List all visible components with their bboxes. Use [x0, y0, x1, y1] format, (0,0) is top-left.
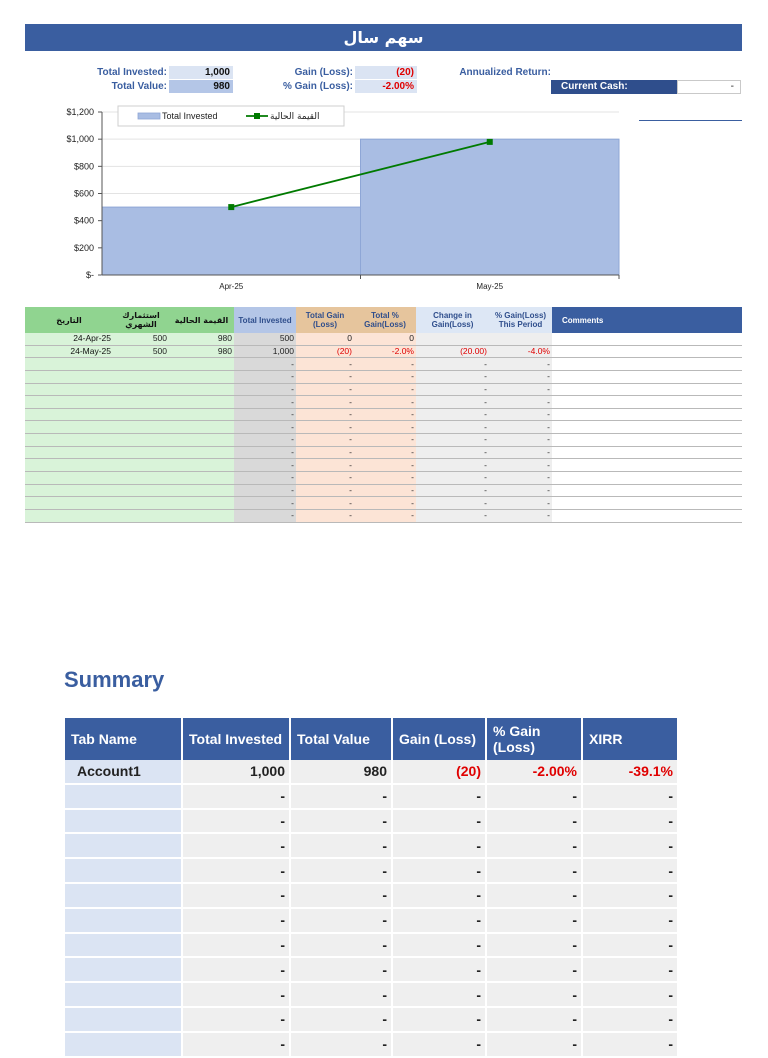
- cell-pp[interactable]: -4.0%: [489, 345, 552, 358]
- summary-cell-pct[interactable]: -: [487, 909, 581, 934]
- cell-pp[interactable]: -: [489, 497, 552, 510]
- col-monthly-investment-header[interactable]: استثمارك الشهري: [113, 307, 169, 333]
- summary-row: [65, 834, 677, 859]
- summary-row: [65, 810, 677, 835]
- cell-cur[interactable]: [169, 408, 234, 421]
- table-row: [25, 408, 742, 421]
- summary-row: [65, 983, 677, 1008]
- summary-cell-name[interactable]: [65, 859, 181, 884]
- cell-tp[interactable]: -: [354, 484, 416, 497]
- summary-row: [65, 859, 677, 884]
- col-change-header[interactable]: Change in Gain(Loss): [416, 307, 489, 333]
- current-cash-label: Current Cash:: [551, 80, 677, 94]
- summary-cell-name[interactable]: [65, 884, 181, 909]
- cell-cur[interactable]: [169, 383, 234, 396]
- cell-ti[interactable]: -: [234, 370, 296, 383]
- summary-cell-pct[interactable]: -: [487, 884, 581, 909]
- cell-cm[interactable]: [552, 472, 742, 485]
- cell-ch[interactable]: -: [416, 497, 489, 510]
- summary-cell-gain[interactable]: -: [393, 1033, 485, 1058]
- cell-pp[interactable]: -: [489, 434, 552, 447]
- summary-cell-value[interactable]: -: [291, 1033, 391, 1058]
- table-row: [25, 370, 742, 383]
- cell-ti[interactable]: 1,000: [234, 345, 296, 358]
- col-total-gain-header[interactable]: Total Gain (Loss): [296, 307, 354, 333]
- cell-pp[interactable]: -: [489, 459, 552, 472]
- summary-cell-name[interactable]: [65, 1033, 181, 1058]
- summary-row: [65, 884, 677, 909]
- summary-row: [65, 785, 677, 810]
- cell-pp[interactable]: -: [489, 421, 552, 434]
- cell-tp[interactable]: -: [354, 446, 416, 459]
- cell-inv[interactable]: [113, 396, 169, 409]
- summary-header-total-invested[interactable]: Total Invested: [183, 718, 289, 760]
- cell-date[interactable]: [25, 396, 113, 409]
- legend-label-current-value: القيمة الحالية: [270, 112, 320, 122]
- cell-inv[interactable]: [113, 459, 169, 472]
- summary-header-tab-name[interactable]: Tab Name: [65, 718, 181, 760]
- cell-date[interactable]: 24-May-25: [25, 345, 113, 358]
- table-row: [25, 421, 742, 434]
- summary-row: [65, 1033, 677, 1058]
- summary-cell-xirr[interactable]: -: [583, 1008, 677, 1033]
- summary-cell-invested[interactable]: -: [183, 983, 289, 1008]
- bar-May-25: [361, 139, 620, 275]
- summary-cell-gain[interactable]: -: [393, 884, 485, 909]
- summary-cell-xirr[interactable]: -: [583, 934, 677, 959]
- summary-cell-pct[interactable]: -2.00%: [487, 760, 581, 785]
- cell-tg[interactable]: -: [296, 484, 354, 497]
- summary-cell-gain[interactable]: -: [393, 983, 485, 1008]
- cell-cm[interactable]: [552, 383, 742, 396]
- cell-pp[interactable]: -: [489, 383, 552, 396]
- col-total-invested-header[interactable]: Total Invested: [234, 307, 296, 333]
- cell-cur[interactable]: [169, 370, 234, 383]
- summary-cell-pct[interactable]: -: [487, 810, 581, 835]
- cell-tg[interactable]: -: [296, 446, 354, 459]
- cell-inv[interactable]: [113, 509, 169, 522]
- cell-tp[interactable]: -: [354, 472, 416, 485]
- cell-tg[interactable]: -: [296, 370, 354, 383]
- cell-pp[interactable]: -: [489, 370, 552, 383]
- line-point-May-25: [487, 139, 493, 145]
- pct-gain-value[interactable]: -2.00%: [355, 80, 417, 93]
- cell-date[interactable]: [25, 484, 113, 497]
- cell-cm[interactable]: [552, 421, 742, 434]
- cell-cur[interactable]: [169, 421, 234, 434]
- total-invested-label: Total Invested:: [97, 67, 167, 78]
- cell-cm[interactable]: [552, 497, 742, 510]
- summary-cell-name[interactable]: [65, 909, 181, 934]
- cell-tg[interactable]: -: [296, 383, 354, 396]
- summary-cell-invested[interactable]: -: [183, 834, 289, 859]
- summary-title: Summary: [64, 667, 165, 692]
- cell-date[interactable]: [25, 383, 113, 396]
- cell-ti[interactable]: -: [234, 383, 296, 396]
- summary-cell-value[interactable]: -: [291, 834, 391, 859]
- cell-ti[interactable]: -: [234, 421, 296, 434]
- summary-cell-name[interactable]: [65, 958, 181, 983]
- summary-cell-pct[interactable]: -: [487, 1008, 581, 1033]
- cell-ti[interactable]: -: [234, 396, 296, 409]
- table-row: [25, 484, 742, 497]
- summary-cell-name[interactable]: [65, 785, 181, 810]
- cell-cur[interactable]: [169, 497, 234, 510]
- cell-pp[interactable]: -: [489, 408, 552, 421]
- summary-cell-invested[interactable]: -: [183, 1008, 289, 1033]
- cell-pp[interactable]: -: [489, 484, 552, 497]
- cell-date[interactable]: [25, 408, 113, 421]
- cell-cur[interactable]: [169, 358, 234, 371]
- summary-cell-invested[interactable]: -: [183, 810, 289, 835]
- summary-cell-gain[interactable]: -: [393, 909, 485, 934]
- cell-tp[interactable]: -: [354, 370, 416, 383]
- cell-ch[interactable]: -: [416, 459, 489, 472]
- cell-tp[interactable]: -: [354, 383, 416, 396]
- cell-tp[interactable]: 0: [354, 333, 416, 345]
- summary-cell-gain[interactable]: (20): [393, 760, 485, 785]
- summary-cell-gain[interactable]: -: [393, 934, 485, 959]
- cell-ti[interactable]: 500: [234, 333, 296, 345]
- cell-ti[interactable]: -: [234, 472, 296, 485]
- summary-cell-xirr[interactable]: -: [583, 983, 677, 1008]
- summary-cell-value[interactable]: -: [291, 983, 391, 1008]
- cell-pp[interactable]: -: [489, 396, 552, 409]
- summary-cell-gain[interactable]: -: [393, 785, 485, 810]
- summary-cell-xirr[interactable]: -: [583, 810, 677, 835]
- x-tick-label: May-25: [476, 282, 504, 291]
- col-date-header[interactable]: التاريخ: [25, 307, 113, 333]
- legend-label-total-invested: Total Invested: [162, 111, 218, 121]
- summary-cell-pct[interactable]: -: [487, 934, 581, 959]
- cell-tg[interactable]: -: [296, 509, 354, 522]
- cell-date[interactable]: [25, 358, 113, 371]
- y-tick-label: $600: [73, 188, 94, 199]
- cell-ch[interactable]: -: [416, 509, 489, 522]
- total-invested-value[interactable]: 1,000: [169, 66, 233, 79]
- table-row: [25, 459, 742, 472]
- cell-inv[interactable]: [113, 408, 169, 421]
- cell-tp[interactable]: -: [354, 408, 416, 421]
- legend-swatch-marker: [254, 113, 260, 119]
- summary-cell-value[interactable]: -: [291, 934, 391, 959]
- cell-inv[interactable]: 500: [113, 333, 169, 345]
- cell-cm[interactable]: [552, 408, 742, 421]
- cell-ti[interactable]: -: [234, 459, 296, 472]
- cell-ti[interactable]: -: [234, 408, 296, 421]
- summary-cell-name[interactable]: [65, 934, 181, 959]
- summary-header--gain-loss[interactable]: % Gain (Loss): [487, 718, 581, 760]
- sheet-title-banner: سهم سال: [25, 24, 742, 51]
- summary-cell-name[interactable]: [65, 810, 181, 835]
- summary-cell-pct[interactable]: -: [487, 1033, 581, 1058]
- cell-cm[interactable]: [552, 434, 742, 447]
- total-value-value[interactable]: 980: [169, 80, 233, 93]
- cell-ti[interactable]: -: [234, 497, 296, 510]
- cell-tg[interactable]: -: [296, 434, 354, 447]
- cell-tg[interactable]: -: [296, 459, 354, 472]
- cell-ch[interactable]: -: [416, 408, 489, 421]
- summary-row: [65, 760, 677, 785]
- summary-cell-gain[interactable]: -: [393, 834, 485, 859]
- cell-cm[interactable]: [552, 358, 742, 371]
- summary-cell-gain[interactable]: -: [393, 958, 485, 983]
- cell-cur[interactable]: [169, 396, 234, 409]
- cell-date[interactable]: [25, 472, 113, 485]
- cell-inv[interactable]: [113, 446, 169, 459]
- summary-cell-xirr[interactable]: -: [583, 1033, 677, 1058]
- cell-cm[interactable]: [552, 396, 742, 409]
- summary-cell-gain[interactable]: -: [393, 810, 485, 835]
- cell-tp[interactable]: -: [354, 509, 416, 522]
- table-row: [25, 509, 742, 522]
- cell-tg[interactable]: -: [296, 472, 354, 485]
- annualized-underline: [639, 120, 742, 121]
- summary-cell-value[interactable]: 980: [291, 760, 391, 785]
- cell-tg[interactable]: (20): [296, 345, 354, 358]
- cell-date[interactable]: [25, 370, 113, 383]
- table-row: [25, 383, 742, 396]
- cell-inv[interactable]: [113, 358, 169, 371]
- cell-cur[interactable]: 980: [169, 333, 234, 345]
- col-comments-header[interactable]: Comments: [552, 307, 742, 333]
- cell-ch[interactable]: -: [416, 446, 489, 459]
- cell-date[interactable]: [25, 446, 113, 459]
- cell-inv[interactable]: 500: [113, 345, 169, 358]
- summary-cell-invested[interactable]: -: [183, 934, 289, 959]
- summary-cell-value[interactable]: -: [291, 785, 391, 810]
- cell-cur[interactable]: [169, 509, 234, 522]
- investment-chart: [60, 100, 640, 296]
- summary-cell-pct[interactable]: -: [487, 834, 581, 859]
- cell-cm[interactable]: [552, 333, 742, 345]
- cell-inv[interactable]: [113, 421, 169, 434]
- y-tick-label: $800: [73, 161, 94, 172]
- cell-inv[interactable]: [113, 497, 169, 510]
- summary-row: [65, 1008, 677, 1033]
- cell-date[interactable]: [25, 434, 113, 447]
- cell-tg[interactable]: -: [296, 408, 354, 421]
- table-row: [25, 358, 742, 371]
- pct-gain-label: % Gain (Loss):: [282, 81, 353, 92]
- summary-cell-invested[interactable]: -: [183, 884, 289, 909]
- summary-cell-xirr[interactable]: -39.1%: [583, 760, 677, 785]
- gain-loss-value[interactable]: (20): [355, 66, 417, 79]
- legend-swatch-bar: [138, 113, 160, 119]
- cell-tg[interactable]: -: [296, 358, 354, 371]
- summary-cell-name[interactable]: [65, 1008, 181, 1033]
- x-tick-label: Apr-25: [219, 282, 244, 291]
- table-row: [25, 472, 742, 485]
- summary-header-total-value[interactable]: Total Value: [291, 718, 391, 760]
- y-tick-label: $1,200: [66, 107, 94, 117]
- summary-cell-gain[interactable]: -: [393, 1008, 485, 1033]
- summary-cell-value[interactable]: -: [291, 909, 391, 934]
- cell-tp[interactable]: -: [354, 434, 416, 447]
- cell-tp[interactable]: -: [354, 358, 416, 371]
- summary-cell-invested[interactable]: 1,000: [183, 760, 289, 785]
- transactions-table: [25, 307, 742, 523]
- summary-row: [65, 909, 677, 934]
- summary-row: [65, 934, 677, 959]
- cell-pp[interactable]: -: [489, 446, 552, 459]
- summary-table: [63, 718, 679, 1058]
- cell-ch[interactable]: (20.00): [416, 345, 489, 358]
- col-period-pct-header[interactable]: % Gain(Loss) This Period: [489, 307, 552, 333]
- cell-ti[interactable]: -: [234, 446, 296, 459]
- total-value-label: Total Value:: [111, 81, 167, 92]
- table-row: [25, 434, 742, 447]
- cell-tp[interactable]: -: [354, 396, 416, 409]
- summary-cell-value[interactable]: -: [291, 1008, 391, 1033]
- cell-cm[interactable]: [552, 459, 742, 472]
- col-current-value-header[interactable]: القيمة الحالية: [169, 307, 234, 333]
- cell-cur[interactable]: [169, 434, 234, 447]
- summary-cell-invested[interactable]: -: [183, 909, 289, 934]
- cell-pp[interactable]: [489, 333, 552, 345]
- summary-cell-name[interactable]: Account1: [65, 760, 181, 785]
- cell-date[interactable]: 24-Apr-25: [25, 333, 113, 345]
- cell-cur[interactable]: [169, 472, 234, 485]
- summary-cell-value[interactable]: -: [291, 810, 391, 835]
- cell-ch[interactable]: -: [416, 370, 489, 383]
- cell-tg[interactable]: -: [296, 421, 354, 434]
- cell-cur[interactable]: [169, 459, 234, 472]
- summary-cell-pct[interactable]: -: [487, 958, 581, 983]
- summary-cell-xirr[interactable]: -: [583, 884, 677, 909]
- cell-ch[interactable]: -: [416, 396, 489, 409]
- cell-ti[interactable]: -: [234, 358, 296, 371]
- table-row: [25, 396, 742, 409]
- table-row: [25, 446, 742, 459]
- cell-pp[interactable]: -: [489, 509, 552, 522]
- col-total-pct-header[interactable]: Total % Gain(Loss): [354, 307, 416, 333]
- summary-cell-xirr[interactable]: -: [583, 958, 677, 983]
- y-tick-label: $-: [85, 270, 94, 280]
- cell-ch[interactable]: -: [416, 472, 489, 485]
- cell-tg[interactable]: 0: [296, 333, 354, 345]
- summary-cell-value[interactable]: -: [291, 958, 391, 983]
- annualized-return-label: Annualized Return:: [459, 67, 551, 78]
- summary-cell-invested[interactable]: -: [183, 958, 289, 983]
- cell-ti[interactable]: -: [234, 484, 296, 497]
- cell-inv[interactable]: [113, 370, 169, 383]
- cell-ti[interactable]: -: [234, 434, 296, 447]
- summary-cell-value[interactable]: -: [291, 884, 391, 909]
- cell-ch[interactable]: [416, 333, 489, 345]
- cell-tp[interactable]: -: [354, 421, 416, 434]
- cell-cur[interactable]: [169, 484, 234, 497]
- cell-ch[interactable]: -: [416, 421, 489, 434]
- cell-tg[interactable]: -: [296, 396, 354, 409]
- summary-cell-xirr[interactable]: -: [583, 909, 677, 934]
- cell-pp[interactable]: -: [489, 358, 552, 371]
- summary-cell-pct[interactable]: -: [487, 859, 581, 884]
- line-point-Apr-25: [228, 204, 234, 210]
- cell-cm[interactable]: [552, 509, 742, 522]
- cell-inv[interactable]: [113, 383, 169, 396]
- current-cash-value[interactable]: -: [677, 80, 741, 94]
- y-tick-label: $400: [73, 215, 94, 226]
- cell-inv[interactable]: [113, 472, 169, 485]
- cell-cm[interactable]: [552, 345, 742, 358]
- summary-cell-xirr[interactable]: -: [583, 834, 677, 859]
- cell-date[interactable]: [25, 459, 113, 472]
- cell-tg[interactable]: -: [296, 497, 354, 510]
- cell-ch[interactable]: -: [416, 358, 489, 371]
- summary-cell-name[interactable]: [65, 834, 181, 859]
- cell-ti[interactable]: -: [234, 509, 296, 522]
- table-row: [25, 333, 742, 345]
- cell-cur[interactable]: [169, 446, 234, 459]
- table-row: [25, 497, 742, 510]
- cell-ch[interactable]: -: [416, 484, 489, 497]
- summary-cell-name[interactable]: [65, 983, 181, 1008]
- gain-loss-label: Gain (Loss):: [294, 67, 353, 78]
- cell-cm[interactable]: [552, 484, 742, 497]
- cell-pp[interactable]: -: [489, 472, 552, 485]
- summary-cell-xirr[interactable]: -: [583, 785, 677, 810]
- summary-row: [65, 958, 677, 983]
- summary-header-gain-loss[interactable]: Gain (Loss): [393, 718, 485, 760]
- summary-cell-gain[interactable]: -: [393, 859, 485, 884]
- cell-inv[interactable]: [113, 434, 169, 447]
- cell-cur[interactable]: 980: [169, 345, 234, 358]
- summary-cell-xirr[interactable]: -: [583, 859, 677, 884]
- summary-cell-value[interactable]: -: [291, 859, 391, 884]
- summary-cell-invested[interactable]: -: [183, 1033, 289, 1058]
- cell-ch[interactable]: -: [416, 434, 489, 447]
- cell-date[interactable]: [25, 421, 113, 434]
- bar-Apr-25: [102, 207, 361, 275]
- table-row: [25, 345, 742, 358]
- summary-cell-pct[interactable]: -: [487, 983, 581, 1008]
- summary-cell-invested[interactable]: -: [183, 859, 289, 884]
- cell-cm[interactable]: [552, 370, 742, 383]
- cell-tp[interactable]: -: [354, 497, 416, 510]
- y-tick-label: $1,000: [66, 134, 94, 145]
- cell-tp[interactable]: -2.0%: [354, 345, 416, 358]
- cell-cm[interactable]: [552, 446, 742, 459]
- cell-inv[interactable]: [113, 484, 169, 497]
- cell-tp[interactable]: -: [354, 459, 416, 472]
- summary-cell-pct[interactable]: -: [487, 785, 581, 810]
- cell-date[interactable]: [25, 509, 113, 522]
- y-tick-label: $200: [73, 242, 94, 253]
- cell-ch[interactable]: -: [416, 383, 489, 396]
- summary-cell-invested[interactable]: -: [183, 785, 289, 810]
- cell-date[interactable]: [25, 497, 113, 510]
- summary-header-xirr[interactable]: XIRR: [583, 718, 677, 760]
